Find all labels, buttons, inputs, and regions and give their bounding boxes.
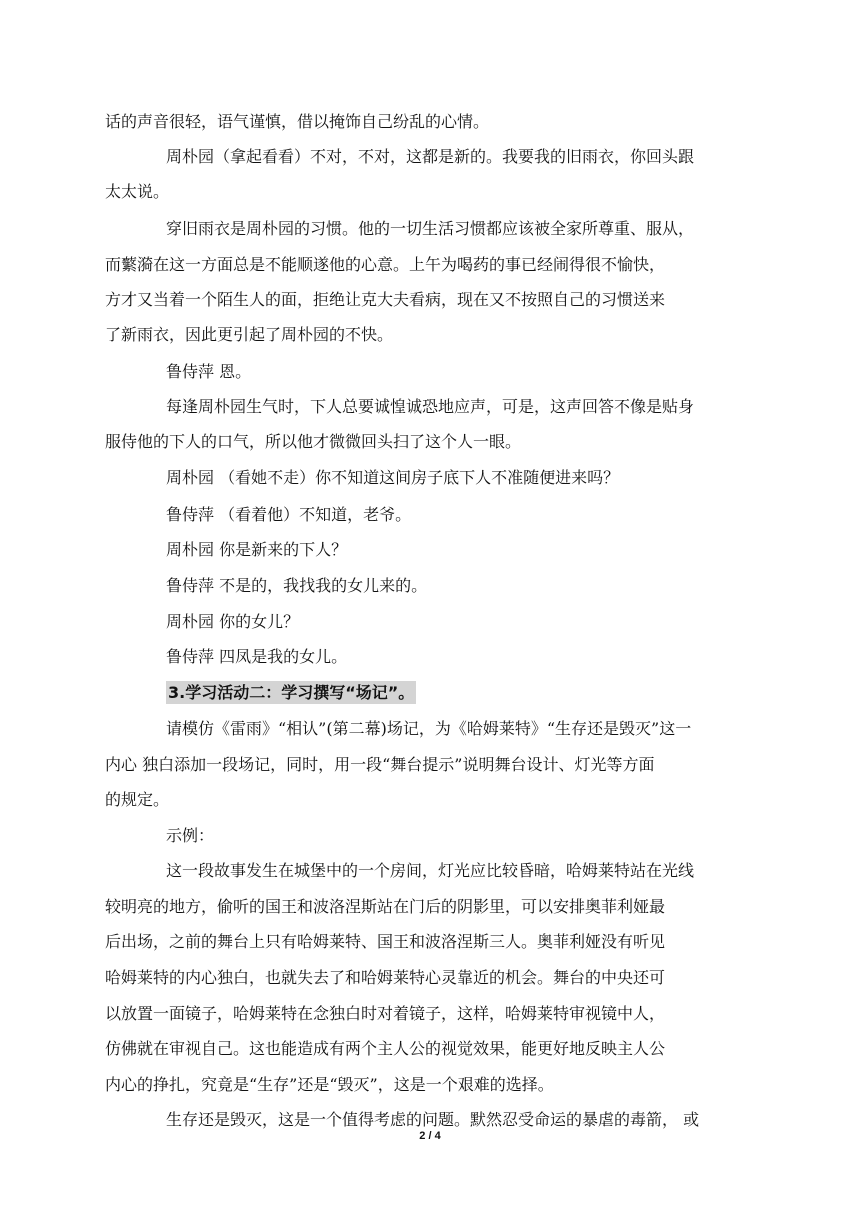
text-line-14: 鲁侍萍 不是的，我找我的女儿来的。 [166,576,428,595]
text-line-24: 后出场，之前的舞台上只有哈姆莱特、国王和波洛涅斯三人。奥菲利娅没有听见 [105,932,666,951]
text-line-21: 示例： [166,826,215,845]
section-heading [166,683,416,703]
text-line-5: 而蘩漪在这一方面总是不能顺遂他的心意。上午为喝药的事已经闹得很不愉快， [105,255,666,274]
text-line-23: 较明亮的地方，偷听的国王和波洛涅斯站在门后的阴影里，可以安排奥菲利娅最 [105,897,666,916]
text-line-6: 方才又当着一个陌生人的面，拒绝让克大夫看病，现在又不按照自己的习惯送来 [105,290,666,309]
text-line-11: 周朴园 （看她不走）你不知道这间房子底下人不准随便进来吗？ [166,468,620,487]
text-line-13: 周朴园 你是新来的下人？ [166,540,348,559]
text-line-7: 了新雨衣，因此更引起了周朴园的不快。 [105,325,394,344]
text-line-22: 这一段故事发生在城堡中的一个房间，灯光应比较昏暗，哈姆莱特站在光线 [166,861,695,880]
text-line-1: 话的声音很轻，语气谨慎，借以掩饰自己纷乱的心情。 [105,112,490,131]
section-heading-text: 3.学习活动二：学习撰写“场记”。 [168,683,415,702]
text-line-27: 仿佛就在审视自己。这也能造成有两个主人公的视觉效果，能更好地反映主人公 [105,1039,666,1058]
text-line-12: 鲁侍萍 （看着他）不知道，老爷。 [166,505,412,524]
text-line-3: 太太说。 [105,182,170,201]
text-line-25: 哈姆莱特的内心独白，也就失去了和哈姆莱特心灵靠近的机会。舞台的中央还可 [105,968,666,987]
text-line-4: 穿旧雨衣是周朴园的习惯。他的一切生活习惯都应该被全家所尊重、服从， [166,219,695,238]
text-line-20: 的规定。 [105,790,170,809]
text-line-15: 周朴园 你的女儿？ [166,612,300,631]
page-number: 2 / 4 [419,1130,441,1142]
text-line-29: 生存还是毁灭，这是一个值得考虑的问题。默然忍受命运的暴虐的毒箭， 或 [166,1110,700,1129]
text-line-16: 鲁侍萍 四凤是我的女儿。 [166,647,348,666]
text-line-8: 鲁侍萍 恩。 [166,362,252,381]
text-line-2: 周朴园（拿起看看）不对，不对，这都是新的。我要我的旧雨衣，你回头跟 [166,147,695,166]
text-line-28: 内心的挣扎，究竟是“生存”还是“毁灭”，这是一个艰难的选择。 [105,1075,554,1094]
text-line-10: 服侍他的下人的口气，所以他才微微回头扫了这个人一眼。 [105,432,522,451]
text-line-26: 以放置一面镜子，哈姆莱特在念独白时对着镜子，这样，哈姆莱特审视镜中人， [105,1004,666,1023]
text-line-9: 每逢周朴园生气时，下人总要诚惶诚恐地应声，可是，这声回答不像是贴身 [166,397,695,416]
text-line-19: 内心 独白添加一段场记，同时，用一段“舞台提示”说明舞台设计、灯光等方面 [105,755,655,774]
text-line-18: 请模仿《雷雨》“相认”(第二幕)场记，为《哈姆莱特》“生存还是毁灭”这一 [166,719,692,738]
